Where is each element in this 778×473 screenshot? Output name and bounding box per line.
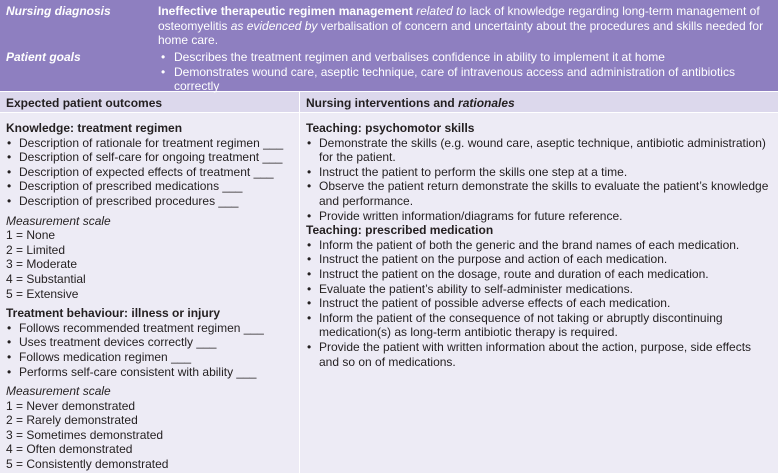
diagnosis-bold: Ineffective therapeutic regimen management bbox=[158, 4, 413, 18]
interventions-header bbox=[300, 92, 778, 112]
medication-title: Teaching: prescribed medication bbox=[306, 223, 494, 238]
knowledge-list bbox=[6, 136, 293, 209]
interventions-header-italic: rationales bbox=[458, 96, 515, 110]
scale-item: 4 = Often demonstrated bbox=[6, 442, 133, 457]
scale-title: Measurement scale bbox=[6, 384, 111, 399]
goals-label: Patient goals bbox=[6, 50, 81, 64]
scale-title: Measurement scale bbox=[6, 213, 111, 228]
scale-item: 3 = Sometimes demonstrated bbox=[6, 427, 164, 442]
knowledge-title: Knowledge: treatment regimen bbox=[6, 121, 183, 135]
scale-item: 3 = Moderate bbox=[6, 257, 78, 272]
list-item: • Instruct the patient on the dosage, route and duration of each medication. bbox=[306, 267, 772, 282]
list-item: • Demonstrate the skills (e.g. wound care, aseptic technique, antibiotic administration) for the patient. bbox=[306, 136, 772, 165]
list-item: • Evaluate the patient’s ability to self-administer medications. bbox=[306, 282, 772, 297]
diagnosis-related: related to bbox=[416, 4, 467, 18]
care-plan-header bbox=[0, 0, 778, 94]
goals-list bbox=[158, 50, 772, 94]
list-item: • Inform the patient of the consequence of not taking or abruptly discontinuing medication(s) as long-term antibiotic therapy is required. bbox=[306, 311, 772, 340]
measurement-scale bbox=[6, 399, 293, 472]
scale-item: 5 = Extensive bbox=[6, 286, 79, 301]
psychomotor-list bbox=[306, 136, 772, 224]
outcomes-column bbox=[0, 113, 300, 473]
interventions-column bbox=[300, 113, 778, 473]
scale-item: 5 = Consistently demonstrated bbox=[6, 457, 169, 472]
list-item: • Provide the patient with written information about the action, purpose, side effects and so on of medications. bbox=[306, 340, 772, 369]
scale-item: 2 = Limited bbox=[6, 242, 66, 257]
measurement-scale bbox=[6, 228, 293, 301]
scale-item: 1 = Never demonstrated bbox=[6, 398, 136, 413]
outcomes-header: Expected patient outcomes bbox=[0, 92, 300, 112]
diagnosis-mid: lack of knowledge regarding long-term management of osteomyelitis bbox=[158, 4, 760, 33]
medication-list bbox=[306, 238, 772, 369]
diagnosis-text bbox=[158, 4, 772, 50]
list-item: • Follows medication regimen ___ bbox=[6, 350, 293, 365]
list-item: • Instruct the patient to perform the skills one step at a time. bbox=[306, 165, 772, 180]
list-item: • Description of self-care for ongoing treatment ___ bbox=[6, 150, 293, 165]
diagnosis-end: verbalisation of concern and uncertainty about the procedures and skills needed for home care. bbox=[158, 18, 764, 48]
list-item: • Description of expected effects of treatment ___ bbox=[6, 165, 293, 180]
interventions-header-plain: Nursing interventions and bbox=[306, 96, 455, 110]
goal-item: • Describes the treatment regimen and verbalises confidence in ability to implement it at home bbox=[158, 50, 772, 65]
list-item: • Observe the patient return demonstrate the skills to evaluate the patient’s knowledge and performance. bbox=[306, 179, 772, 208]
list-item: • Description of rationale for treatment regimen ___ bbox=[6, 136, 293, 151]
diagnosis-row bbox=[6, 4, 772, 50]
list-item: • Description of prescribed procedures ___ bbox=[6, 194, 293, 209]
list-item: • Follows recommended treatment regimen ___ bbox=[6, 321, 293, 336]
list-item: • Instruct the patient on the purpose and action of each medication. bbox=[306, 252, 772, 267]
list-item: • Inform the patient of both the generic and the brand names of each medication. bbox=[306, 238, 772, 253]
behaviour-title: Treatment behaviour: illness or injury bbox=[6, 306, 221, 321]
list-item: • Performs self-care consistent with ability ___ bbox=[6, 365, 293, 380]
table-body bbox=[0, 113, 778, 473]
column-header-band bbox=[0, 91, 778, 113]
scale-item: 1 = None bbox=[6, 228, 56, 243]
list-item: • Uses treatment devices correctly ___ bbox=[6, 335, 293, 350]
list-item: • Instruct the patient of possible adverse effects of each medication. bbox=[306, 296, 772, 311]
scale-item: 4 = Substantial bbox=[6, 271, 86, 286]
diagnosis-evidenced: as evidenced by bbox=[230, 18, 318, 33]
behaviour-list bbox=[6, 321, 293, 379]
goals-row bbox=[6, 50, 772, 94]
diagnosis-label: Nursing diagnosis bbox=[6, 4, 111, 18]
psychomotor-title: Teaching: psychomotor skills bbox=[306, 121, 475, 135]
goal-item: • Demonstrates wound care, aseptic technique, care of intravenous access and administration of antibiotics correctly bbox=[158, 65, 772, 94]
scale-item: 2 = Rarely demonstrated bbox=[6, 413, 138, 428]
list-item: • Description of prescribed medications ___ bbox=[6, 179, 293, 194]
list-item: • Provide written information/diagrams for future reference. bbox=[306, 209, 772, 224]
